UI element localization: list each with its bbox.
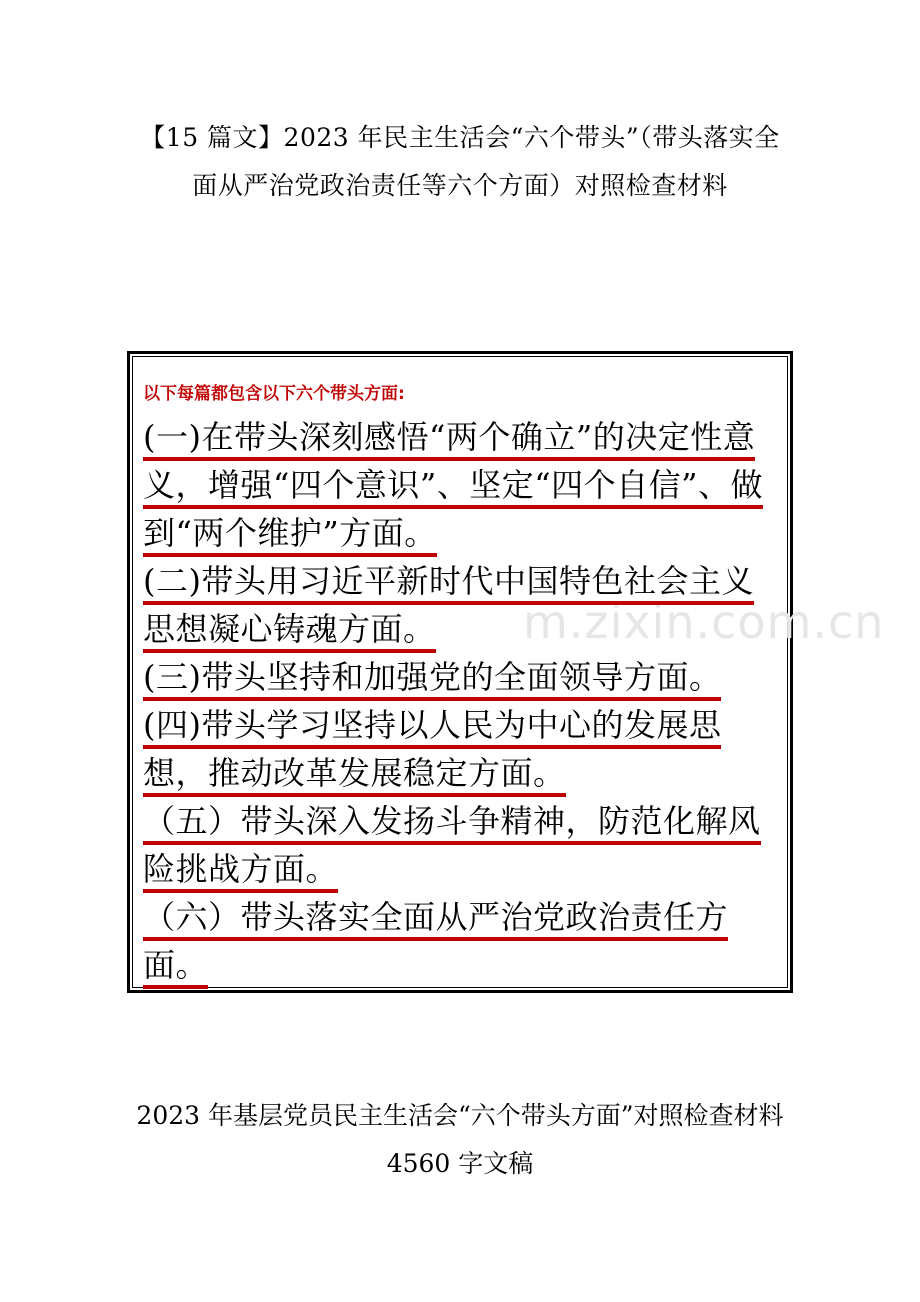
summary-item-1: (一)在带头深刻感悟“两个确立”的决定性意义，增强“四个意识”、坚定“四个自信”、做到“两个维护”方面。 bbox=[143, 413, 785, 557]
watermark: m.zixin.com.cn bbox=[523, 595, 885, 649]
summary-items bbox=[143, 413, 785, 989]
document-title: 【15 篇文】2023 年民主生活会“六个带头”（带头落实全面从严治党政治责任等六个方面）对照检查材料 bbox=[140, 123, 780, 200]
summary-item-2: (二)带头用习近平新时代中国特色社会主义思想凝心铸魂方面。 bbox=[143, 557, 785, 653]
summary-box bbox=[127, 351, 885, 993]
summary-intro: 以下每篇都包含以下六个带头方面: bbox=[143, 384, 405, 404]
summary-box-inner bbox=[132, 356, 885, 988]
document-subtitle: 2023 年基层党员民主生活会“六个带头方面”对照检查材料 4560 字文稿 bbox=[136, 1101, 784, 1178]
summary-item-4: (四)带头学习坚持以人民为中心的发展思想，推动改革发展稳定方面。 bbox=[143, 701, 785, 797]
summary-item-3: (三)带头坚持和加强党的全面领导方面。 bbox=[143, 653, 785, 701]
summary-item-5: （五）带头深入发扬斗争精神，防范化解风险挑战方面。 bbox=[143, 797, 785, 893]
summary-item-6: （六）带头落实全面从严治党政治责任方面。 bbox=[143, 893, 785, 989]
